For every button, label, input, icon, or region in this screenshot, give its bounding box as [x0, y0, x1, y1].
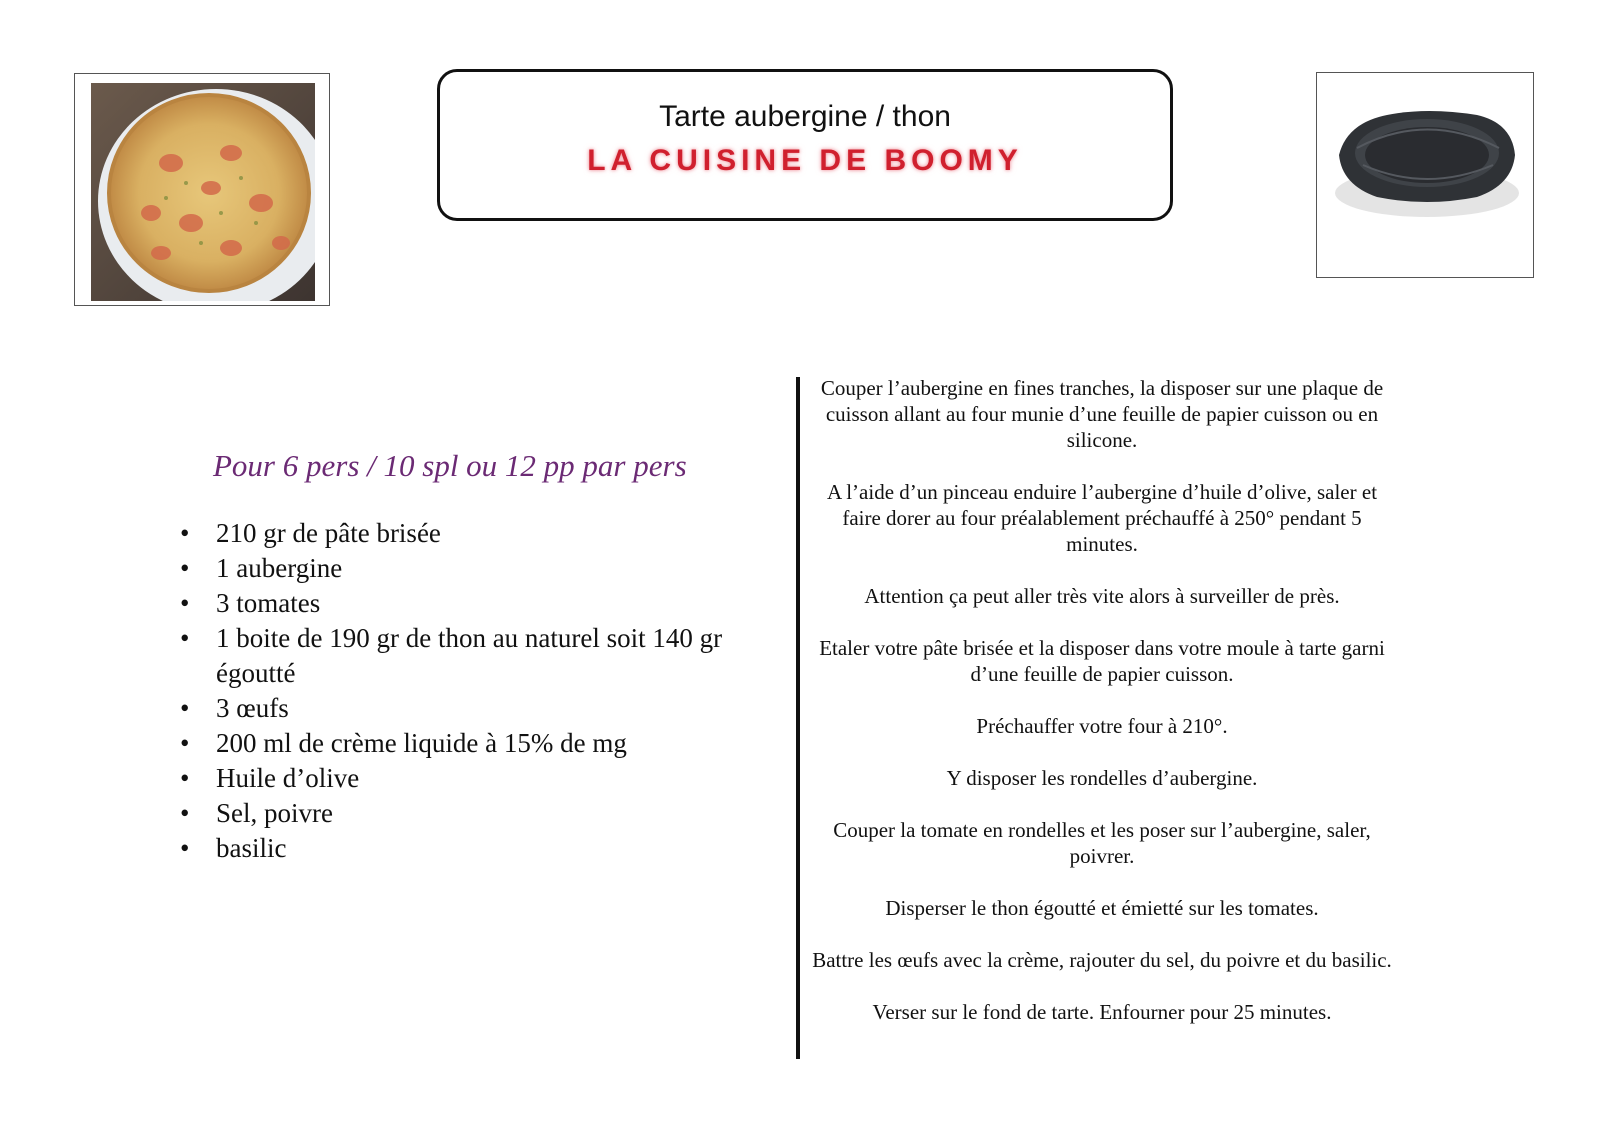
tart-mold-frame [1316, 72, 1534, 278]
bullet-icon: • [180, 728, 190, 758]
bullet-icon: • [180, 763, 190, 793]
ingredient-item: • 1 aubergine [180, 551, 780, 586]
bullet-icon: • [180, 623, 190, 653]
bullet-icon: • [180, 833, 190, 863]
step-paragraph: Couper l’aubergine en fines tranches, la disposer sur une plaque de cuisson allant au four munie d’une feuille de papier cuisson ou en silicone. [820, 376, 1384, 452]
ingredient-item: • 200 ml de crème liquide à 15% de mg [180, 726, 780, 761]
ingredient-item: • 3 tomates [180, 586, 780, 621]
bullet-icon: • [180, 553, 190, 583]
brand-name: LA CUISINE DE BOOMY [587, 144, 1023, 177]
ingredient-item: • 210 gr de pâte brisée [180, 516, 780, 551]
step-paragraph: Disperser le thon égoutté et émietté sur les tomates. [885, 896, 1319, 920]
column-divider [796, 377, 800, 1059]
step-paragraph: Battre les œufs avec la crème, rajouter du sel, du poivre et du basilic. [812, 948, 1392, 972]
ingredient-item: • Huile d’olive [180, 761, 780, 796]
tart-photo-frame [74, 73, 330, 306]
title-box [437, 69, 1173, 221]
bullet-icon: • [180, 518, 190, 548]
preparation-steps [808, 375, 1396, 1051]
bullet-icon: • [180, 693, 190, 723]
step-paragraph: Etaler votre pâte brisée et la disposer dans votre moule à tarte garni d’une feuille de papier cuisson. [819, 636, 1385, 686]
servings-info: Pour 6 pers / 10 spl ou 12 pp par pers [213, 448, 687, 483]
ingredient-list [180, 516, 780, 866]
step-paragraph: Y disposer les rondelles d’aubergine. [946, 766, 1258, 790]
step-paragraph: A l’aide d’un pinceau enduire l’aubergine d’huile d’olive, saler et faire dorer au four préalablement préchauffé à 250° pendant 5 minutes. [826, 480, 1378, 556]
bullet-icon: • [180, 588, 190, 618]
step-paragraph: Couper la tomate en rondelles et les poser sur l’aubergine, saler, poivrer. [833, 818, 1371, 868]
recipe-title: Tarte aubergine / thon [659, 100, 951, 133]
ingredient-item: • 1 boite de 190 gr de thon au naturel soit 140 gr égoutté [180, 623, 723, 688]
step-paragraph: Préchauffer votre four à 210°. [976, 714, 1228, 738]
step-paragraph: Attention ça peut aller très vite alors à surveiller de près. [864, 584, 1340, 608]
ingredient-item: • Sel, poivre [180, 796, 780, 831]
ingredient-item: • basilic [180, 831, 780, 866]
ingredient-item: • 3 œufs [180, 691, 780, 726]
tart-photo [91, 83, 315, 301]
tart-mold-icon [1327, 93, 1523, 243]
step-paragraph: Verser sur le fond de tarte. Enfourner pour 25 minutes. [872, 1000, 1332, 1024]
bullet-icon: • [180, 798, 190, 828]
